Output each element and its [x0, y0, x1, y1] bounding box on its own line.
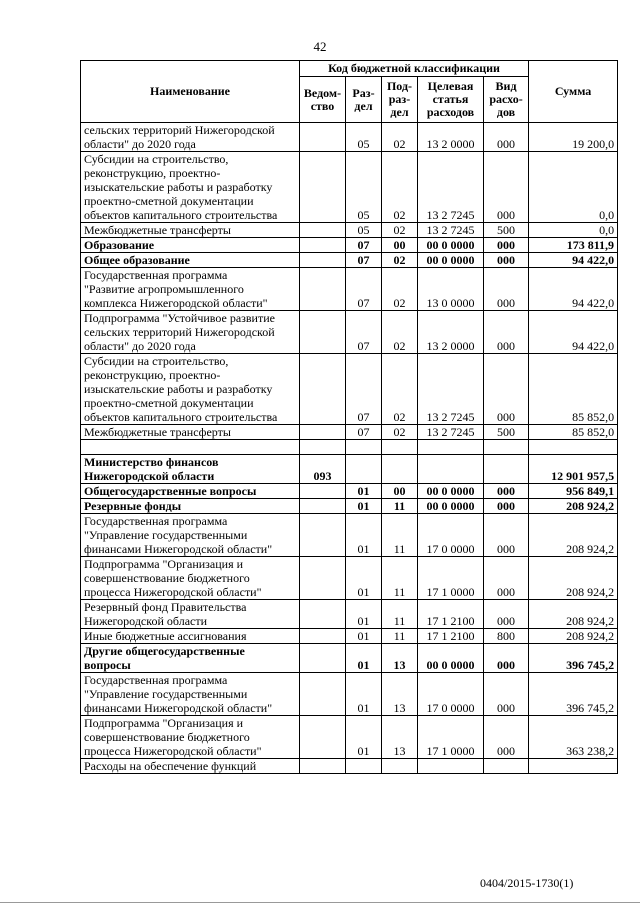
row-name: Общегосударственные вопросы [81, 484, 300, 499]
row-sum: 208 924,2 [529, 499, 618, 514]
row-section: 07 [346, 268, 382, 311]
row-sum: 19 200,0 [529, 123, 618, 152]
row-subsection: 13 [382, 716, 418, 759]
row-expense-type: 000 [484, 253, 529, 268]
row-sum [529, 759, 618, 774]
row-subsection: 02 [382, 223, 418, 238]
document-code: 0404/2015-1730(1) [480, 876, 574, 890]
table-body [81, 123, 618, 774]
row-department [300, 600, 346, 629]
row-expense-type: 000 [484, 311, 529, 354]
page-number: 42 [313, 39, 327, 54]
row-department [300, 311, 346, 354]
row-subsection [382, 440, 418, 455]
row-section: 01 [346, 600, 382, 629]
row-department [300, 484, 346, 499]
row-target-article: 13 0 0000 [418, 268, 484, 311]
row-department [300, 152, 346, 223]
header-podrazdel: Под- раз- дел [382, 77, 418, 123]
row-subsection: 11 [382, 629, 418, 644]
row-section [346, 440, 382, 455]
row-expense-type [484, 455, 529, 484]
row-target-article: 17 0 0000 [418, 673, 484, 716]
row-name: Государственная программа "Развитие агропромышленного комплекса Нижегородской области" [81, 268, 300, 311]
row-sum: 173 811,9 [529, 238, 618, 253]
table-row [81, 425, 618, 440]
table-row [81, 484, 618, 499]
row-section: 05 [346, 123, 382, 152]
row-subsection: 02 [382, 253, 418, 268]
row-subsection: 02 [382, 123, 418, 152]
row-expense-type: 500 [484, 425, 529, 440]
row-sum: 94 422,0 [529, 268, 618, 311]
row-name: Субсидии на строительство, реконструкцию, проектно- изыскательские работы и разработку проектно-сметной документации объектов капитального строительства [81, 152, 300, 223]
table-row [81, 499, 618, 514]
table-row [81, 644, 618, 673]
budget-table [80, 60, 618, 774]
row-target-article: 00 0 0000 [418, 238, 484, 253]
row-sum: 0,0 [529, 152, 618, 223]
table-row [81, 311, 618, 354]
row-expense-type: 000 [484, 123, 529, 152]
row-expense-type: 000 [484, 152, 529, 223]
row-department [300, 238, 346, 253]
row-expense-type: 000 [484, 716, 529, 759]
table-row [81, 716, 618, 759]
row-name: Расходы на обеспечение функций [81, 759, 300, 774]
row-department: 093 [300, 455, 346, 484]
row-section [346, 455, 382, 484]
row-name: Министерство финансов Нижегородской области [81, 455, 300, 484]
row-subsection: 02 [382, 354, 418, 425]
header-razdel: Раз- дел [346, 77, 382, 123]
table-row [81, 123, 618, 152]
row-department [300, 514, 346, 557]
header-vedomstvo: Ведом- ство [300, 77, 346, 123]
row-name: Резервные фонды [81, 499, 300, 514]
row-expense-type: 000 [484, 499, 529, 514]
row-target-article: 17 1 2100 [418, 629, 484, 644]
row-sum: 956 849,1 [529, 484, 618, 499]
row-subsection: 11 [382, 600, 418, 629]
row-department [300, 354, 346, 425]
row-name: Общее образование [81, 253, 300, 268]
table-row [81, 440, 618, 455]
row-name: Подпрограмма "Устойчивое развитие сельских территорий Нижегородской области" до 2020 года [81, 311, 300, 354]
table-row [81, 600, 618, 629]
table-row [81, 268, 618, 311]
row-subsection [382, 759, 418, 774]
row-subsection: 02 [382, 311, 418, 354]
row-name: Государственная программа "Управление государственными финансами Нижегородской области" [81, 514, 300, 557]
table-row [81, 238, 618, 253]
header-expense-type: Вид расхо- дов [484, 77, 529, 123]
row-department [300, 499, 346, 514]
row-section: 07 [346, 253, 382, 268]
row-target-article: 17 1 0000 [418, 557, 484, 600]
row-sum: 12 901 957,5 [529, 455, 618, 484]
row-expense-type: 000 [484, 238, 529, 253]
header-classification-group: Код бюджетной классификации [300, 61, 529, 77]
row-department [300, 629, 346, 644]
row-name: Государственная программа "Управление государственными финансами Нижегородской области" [81, 673, 300, 716]
row-section: 05 [346, 152, 382, 223]
row-name: Резервный фонд Правительства Нижегородской области [81, 600, 300, 629]
row-expense-type: 000 [484, 354, 529, 425]
row-target-article: 13 2 7245 [418, 223, 484, 238]
row-target-article: 17 1 2100 [418, 600, 484, 629]
row-subsection: 13 [382, 644, 418, 673]
row-section: 07 [346, 354, 382, 425]
row-sum: 208 924,2 [529, 600, 618, 629]
row-subsection: 11 [382, 514, 418, 557]
row-name: Образование [81, 238, 300, 253]
row-subsection: 02 [382, 152, 418, 223]
row-name: Другие общегосударственные вопросы [81, 644, 300, 673]
row-department [300, 425, 346, 440]
row-department [300, 673, 346, 716]
row-expense-type: 000 [484, 644, 529, 673]
row-department [300, 123, 346, 152]
row-subsection: 11 [382, 499, 418, 514]
row-target-article: 00 0 0000 [418, 484, 484, 499]
row-sum: 208 924,2 [529, 557, 618, 600]
row-department [300, 716, 346, 759]
row-target-article: 13 2 7245 [418, 425, 484, 440]
table-row [81, 673, 618, 716]
row-section: 01 [346, 484, 382, 499]
row-section: 01 [346, 716, 382, 759]
row-name: Межбюджетные трансферты [81, 223, 300, 238]
row-department [300, 253, 346, 268]
row-section: 01 [346, 644, 382, 673]
row-name: сельских территорий Нижегородской области" до 2020 года [81, 123, 300, 152]
row-section: 07 [346, 425, 382, 440]
row-name: Субсидии на строительство, реконструкцию, проектно- изыскательские работы и разработку проектно-сметной документации объектов капитального строительства [81, 354, 300, 425]
row-name: Подпрограмма "Организация и совершенствование бюджетного процесса Нижегородской области" [81, 557, 300, 600]
row-expense-type: 500 [484, 223, 529, 238]
table-row [81, 354, 618, 425]
row-target-article: 00 0 0000 [418, 499, 484, 514]
table-row [81, 759, 618, 774]
row-target-article [418, 440, 484, 455]
table-row [81, 152, 618, 223]
row-sum [529, 440, 618, 455]
row-expense-type: 000 [484, 514, 529, 557]
row-expense-type: 000 [484, 557, 529, 600]
row-sum: 396 745,2 [529, 673, 618, 716]
row-name: Подпрограмма "Организация и совершенствование бюджетного процесса Нижегородской области" [81, 716, 300, 759]
row-name: Иные бюджетные ассигнования [81, 629, 300, 644]
header-name: Наименование [81, 61, 300, 123]
row-section: 01 [346, 514, 382, 557]
row-sum: 94 422,0 [529, 253, 618, 268]
row-sum: 396 745,2 [529, 644, 618, 673]
row-department [300, 223, 346, 238]
row-section [346, 759, 382, 774]
row-sum: 208 924,2 [529, 629, 618, 644]
row-sum: 363 238,2 [529, 716, 618, 759]
row-expense-type [484, 759, 529, 774]
row-subsection: 00 [382, 484, 418, 499]
row-target-article: 00 0 0000 [418, 644, 484, 673]
table-row [81, 455, 618, 484]
table-row [81, 253, 618, 268]
row-target-article: 13 2 7245 [418, 152, 484, 223]
row-section: 07 [346, 311, 382, 354]
row-target-article: 00 0 0000 [418, 253, 484, 268]
row-expense-type: 000 [484, 673, 529, 716]
row-department [300, 759, 346, 774]
row-department [300, 440, 346, 455]
row-section: 07 [346, 238, 382, 253]
header-sum: Сумма [529, 61, 618, 123]
row-section: 05 [346, 223, 382, 238]
row-section: 01 [346, 557, 382, 600]
row-expense-type: 800 [484, 629, 529, 644]
row-sum: 94 422,0 [529, 311, 618, 354]
row-target-article [418, 759, 484, 774]
row-sum: 85 852,0 [529, 354, 618, 425]
row-subsection [382, 455, 418, 484]
row-sum: 85 852,0 [529, 425, 618, 440]
table-row [81, 629, 618, 644]
row-target-article: 13 2 0000 [418, 311, 484, 354]
row-section: 01 [346, 499, 382, 514]
row-target-article: 17 0 0000 [418, 514, 484, 557]
row-subsection: 02 [382, 268, 418, 311]
row-section: 01 [346, 629, 382, 644]
row-target-article: 13 2 7245 [418, 354, 484, 425]
row-department [300, 268, 346, 311]
row-section: 01 [346, 673, 382, 716]
row-subsection: 11 [382, 557, 418, 600]
row-target-article [418, 455, 484, 484]
row-target-article: 17 1 0000 [418, 716, 484, 759]
row-target-article: 13 2 0000 [418, 123, 484, 152]
row-department [300, 557, 346, 600]
row-expense-type: 000 [484, 484, 529, 499]
table-row [81, 557, 618, 600]
row-expense-type: 000 [484, 600, 529, 629]
header-target-article: Целевая статья расходов [418, 77, 484, 123]
row-sum: 208 924,2 [529, 514, 618, 557]
table-row [81, 223, 618, 238]
page-edge-line [0, 902, 640, 903]
row-expense-type: 000 [484, 268, 529, 311]
row-department [300, 644, 346, 673]
row-subsection: 00 [382, 238, 418, 253]
row-subsection: 13 [382, 673, 418, 716]
row-subsection: 02 [382, 425, 418, 440]
row-name: Межбюджетные трансферты [81, 425, 300, 440]
row-expense-type [484, 440, 529, 455]
table-row [81, 514, 618, 557]
row-name [81, 440, 300, 455]
row-sum: 0,0 [529, 223, 618, 238]
